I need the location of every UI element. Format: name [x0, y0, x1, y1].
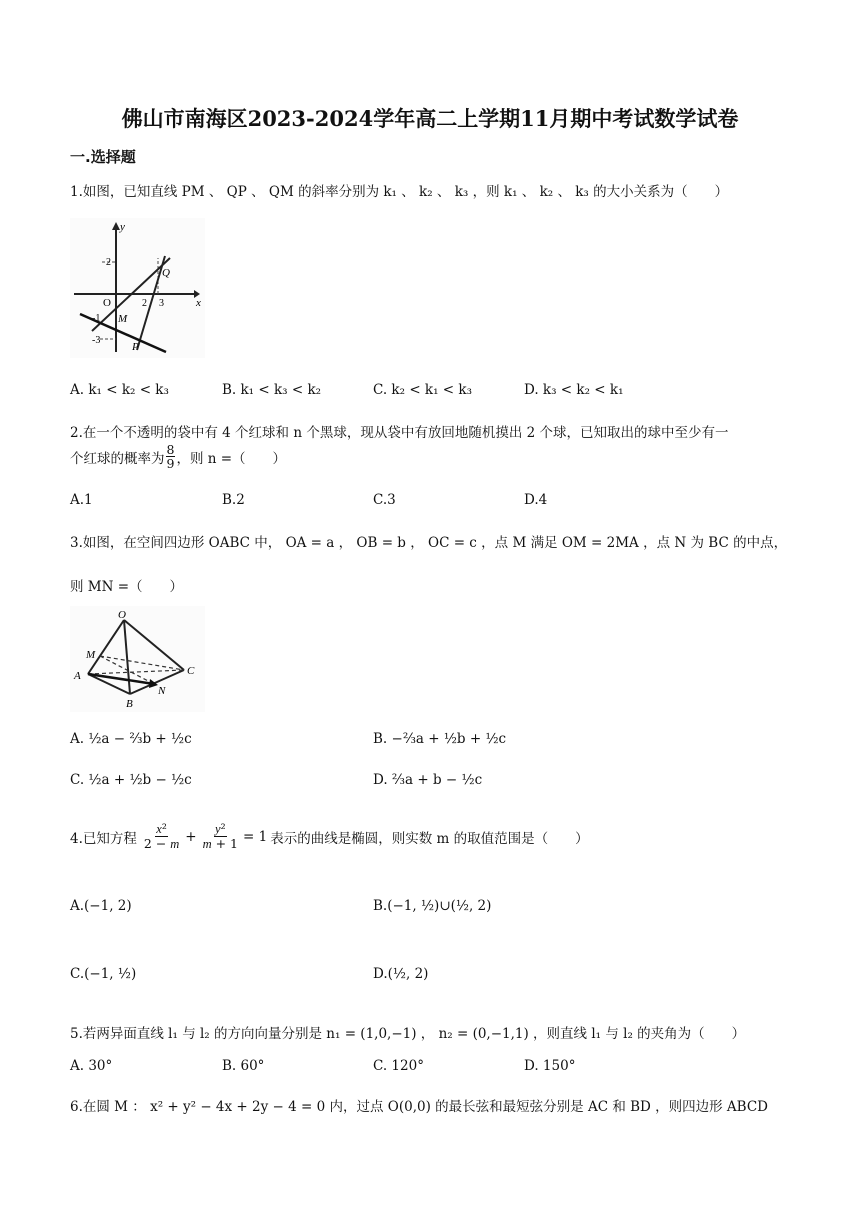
question-3-line-2: 则 MN =（ ）	[70, 579, 184, 595]
figure-label-origin: O	[103, 297, 111, 309]
fraction-numerator: 8	[166, 442, 175, 457]
question-4-stem-post: 表示的曲线是椭圆，则实数 m 的取值范围是（ ）	[270, 830, 589, 847]
question-5-option-a[interactable]: A. 30°	[70, 1058, 113, 1074]
figure-label-b: B	[126, 698, 133, 710]
question-3-line-1: 3.如图，在空间四边形 OABC 中， OA = a ， OB = b ， OC = c ，点 M 满足 OM = 2MA ，点 N 为 BC 的中点，	[70, 535, 788, 551]
figure-tick-y2: 2	[106, 257, 111, 268]
figure-label-o: O	[118, 609, 126, 621]
question-3-option-d[interactable]: D. ⅔a + b − ½c	[373, 772, 483, 788]
question-6-stem: 6.在圆 M ： x² + y² − 4x + 2y − 4 = 0 内，过点 O(0,0) 的最长弦和最短弦分别是 AC 和 BD ，则四边形 ABCD	[70, 1099, 769, 1115]
figure-label-x: x	[196, 297, 201, 309]
figure-label-y: y	[120, 221, 125, 233]
fraction-denominator: 9	[166, 456, 175, 472]
question-4-option-a[interactable]: A.(−1, 2)	[70, 898, 132, 914]
question-2-option-d[interactable]: D.4	[524, 492, 548, 508]
question-2-option-b[interactable]: B.2	[222, 492, 245, 508]
question-4-option-d[interactable]: D.(½, 2)	[373, 966, 429, 982]
question-4-stem-pre: 4.已知方程	[70, 830, 137, 847]
question-2-line-2	[70, 443, 286, 470]
figure-label-a: A	[74, 670, 81, 682]
question-5-option-c[interactable]: C. 120°	[373, 1058, 424, 1074]
figure-label-p: P	[132, 341, 139, 353]
question-1-figure	[70, 218, 205, 358]
figure-label-n: N	[158, 685, 166, 697]
question-4-stem: 4.已知方程 $\frac{\text{x²}}{2 - m}$ + $\frac{\text{y²}}{m + 1}$ = 1 表示的曲线是椭圆，则实数 m 的取值范围是（ ）	[70, 821, 589, 852]
figure-tick-3: 3	[159, 298, 164, 309]
question-1-option-a[interactable]: A. k₁ < k₂ < k₃	[70, 382, 169, 398]
question-1-option-c[interactable]: C. k₂ < k₁ < k₃	[373, 382, 472, 398]
question-5-stem: 5.若两异面直线 l₁ 与 l₂ 的方向向量分别是 n₁ = (1,0,−1) ， n₂ = (0,−1,1) ，则直线 l₁ 与 l₂ 的夹角为（ ）	[70, 1026, 746, 1042]
figure-label-q: Q	[162, 267, 170, 279]
question-1-option-d[interactable]: D. k₃ < k₂ < k₁	[524, 382, 624, 398]
figure-label-m: M	[86, 649, 96, 661]
question-4-option-c[interactable]: C.(−1, ½)	[70, 966, 137, 982]
equation-term-x: $\frac{\text{x²}}{2 - m}$	[143, 821, 180, 852]
question-3-figure	[70, 606, 205, 712]
equation-term-y: $\frac{\text{y²}}{m + 1}$	[202, 821, 239, 852]
question-4-option-b[interactable]: B.(−1, ½)∪(½, 2)	[373, 898, 492, 914]
figure-label-m: M	[118, 313, 128, 325]
question-3-option-c[interactable]: C. ½a + ½b − ½c	[70, 772, 192, 788]
question-2-option-a[interactable]: A.1	[70, 492, 93, 508]
question-1-option-b[interactable]: B. k₁ < k₃ < k₂	[222, 382, 322, 398]
question-1-stem: 1.如图，已知直线 PM 、 QP 、 QM 的斜率分别为 k₁ 、 k₂ 、 k₃ ，则 k₁ 、 k₂ 、 k₃ 的大小关系为（ ）	[70, 184, 729, 200]
question-2-fraction	[166, 443, 176, 470]
question-5-option-b[interactable]: B. 60°	[222, 1058, 265, 1074]
section-heading: 一.选择题	[70, 148, 136, 166]
question-2-option-c[interactable]: C.3	[373, 492, 396, 508]
figure-tick-m3: -3	[92, 335, 101, 346]
figure-label-c: C	[187, 665, 195, 677]
figure-tick-m1: -1	[92, 313, 101, 324]
question-3-option-a[interactable]: A. ½a − ⅔b + ½c	[70, 731, 192, 747]
question-3-option-b[interactable]: B. −⅔a + ½b + ½c	[373, 731, 507, 747]
question-2-line-2-post: ，则 n =（ ）	[176, 450, 287, 467]
figure-tick-2: 2	[142, 298, 147, 309]
question-2-line-2-pre: 个红球的概率为	[70, 450, 165, 467]
question-2-line-1: 2.在一个不透明的袋中有 4 个红球和 n 个黑球，现从袋中有放回地随机摸出 2 个球，已知取出的球中至少有一	[70, 425, 729, 441]
page-title: 佛山市南海区2023-2024学年高二上学期11月期中考试数学试卷	[121, 106, 739, 131]
question-5-option-d[interactable]: D. 150°	[524, 1058, 576, 1074]
